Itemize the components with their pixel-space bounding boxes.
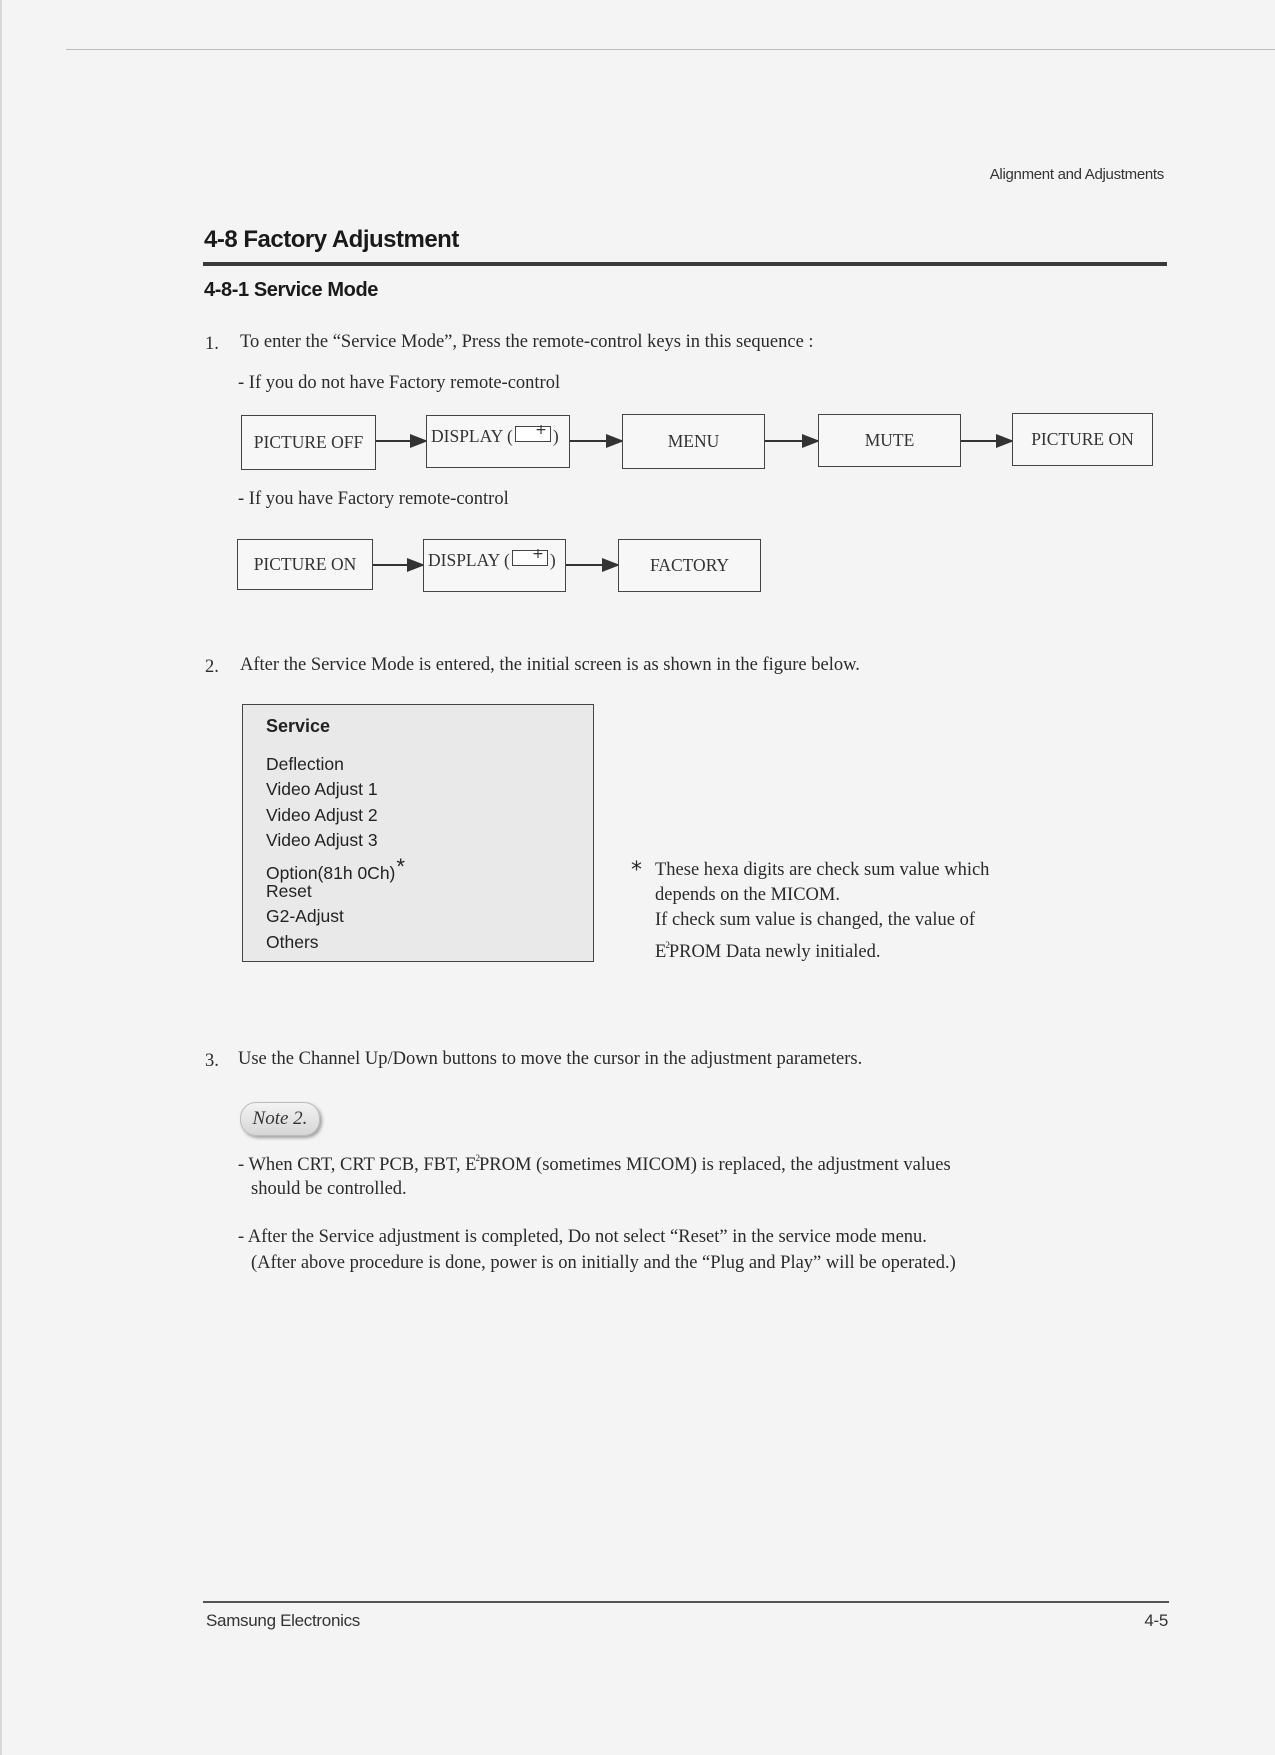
key-picture-on: PICTURE ON bbox=[237, 539, 373, 590]
subsection-title: 4-8-1 Service Mode bbox=[204, 279, 378, 301]
section-rule bbox=[203, 262, 1167, 266]
note-item: - After the Service adjustment is completed, Do not select “Reset” in the service mode menu. bbox=[238, 1227, 927, 1247]
key-mute: MUTE bbox=[818, 414, 961, 467]
note-line: These hexa digits are check sum value which bbox=[655, 860, 990, 880]
display-key-icon bbox=[512, 550, 548, 566]
case1-label: - If you do not have Factory remote-control bbox=[238, 373, 561, 393]
key-factory: FACTORY bbox=[618, 539, 761, 592]
menu-item: Video Adjust 3 bbox=[266, 830, 378, 851]
note-item-continued: (After above procedure is done, power is on initially and the “Plug and Play” will be operated.) bbox=[251, 1253, 956, 1273]
note-badge: Note 2. bbox=[240, 1102, 320, 1136]
arrow-icon bbox=[570, 440, 622, 442]
arrow-icon bbox=[566, 564, 618, 566]
footer-publisher: Samsung Electronics bbox=[206, 1611, 360, 1630]
step-number: 3. bbox=[205, 1051, 219, 1071]
step-number: 1. bbox=[205, 334, 219, 354]
menu-item: G2-Adjust bbox=[266, 906, 344, 927]
asterisk-icon: * bbox=[396, 853, 405, 879]
note-item-continued: should be controlled. bbox=[251, 1179, 407, 1199]
top-rule bbox=[66, 49, 1275, 50]
page-edge bbox=[0, 0, 2, 1755]
menu-item: Video Adjust 1 bbox=[266, 779, 378, 800]
note-item: - When CRT, CRT PCB, FBT, $E^2PROM$ (sometimes MICOM) is replaced, the adjustment values bbox=[238, 1153, 951, 1175]
key-display: DISPLAY ( + ) bbox=[426, 415, 570, 468]
display-key-icon bbox=[515, 426, 551, 442]
arrow-icon bbox=[376, 440, 426, 442]
menu-item: Option(81h 0Ch)* bbox=[266, 853, 405, 883]
menu-item: Reset bbox=[266, 880, 312, 901]
key-menu: MENU bbox=[622, 414, 765, 469]
service-menu-title: Service bbox=[266, 716, 331, 736]
step2-text: After the Service Mode is entered, the initial screen is as shown in the figure below. bbox=[240, 655, 860, 675]
menu-item: Others bbox=[266, 931, 319, 952]
note-line: If check sum value is changed, the value of bbox=[655, 910, 976, 930]
note-line: depends on the MICOM. bbox=[655, 885, 840, 905]
service-menu-screen bbox=[242, 704, 594, 962]
arrow-icon bbox=[961, 440, 1012, 442]
running-head: Alignment and Adjustments bbox=[989, 166, 1164, 183]
section-title: 4-8 Factory Adjustment bbox=[204, 226, 459, 253]
menu-item: Video Adjust 2 bbox=[266, 804, 378, 825]
key-display: DISPLAY ( + ) bbox=[423, 539, 566, 592]
case2-label: - If you have Factory remote-control bbox=[238, 489, 509, 509]
key-picture-off: PICTURE OFF bbox=[241, 415, 376, 470]
step1-text: To enter the “Service Mode”, Press the remote-control keys in this sequence : bbox=[240, 332, 814, 352]
step-number: 2. bbox=[205, 657, 219, 677]
key-picture-on: PICTURE ON bbox=[1012, 413, 1153, 466]
arrow-icon bbox=[373, 564, 423, 566]
arrow-icon bbox=[765, 440, 818, 442]
footer-rule bbox=[203, 1601, 1169, 1603]
note-line: $E^2PROM$ Data newly initialed. bbox=[655, 940, 881, 962]
step3-text: Use the Channel Up/Down buttons to move the cursor in the adjustment parameters. bbox=[238, 1049, 863, 1069]
checksum-note bbox=[631, 858, 990, 965]
service-menu-list bbox=[266, 752, 405, 955]
menu-item: Deflection bbox=[266, 754, 344, 774]
page-number: 4-5 bbox=[1144, 1611, 1168, 1630]
asterisk-icon: * bbox=[631, 858, 642, 883]
